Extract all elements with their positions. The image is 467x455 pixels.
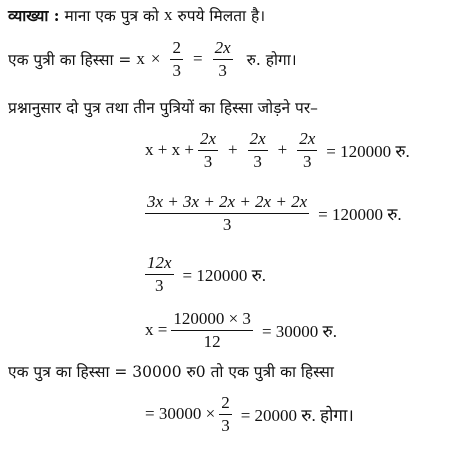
fraction-numerator: 3x + 3x + 2x + 2x + 2x [145, 191, 309, 214]
line8-text: एक पुत्र का हिस्सा = 30000 रु0 तो एक पुत्री का हिस्सा [8, 363, 334, 381]
fraction-two-x-thirds [198, 128, 218, 173]
fraction-denominator: 12 [203, 331, 221, 351]
final-rhs: = 20000 रु. होगा। [240, 405, 354, 425]
line1-text: माना एक पुत्र को [64, 7, 159, 25]
equation-line-2 [145, 186, 402, 240]
fraction-two-x-thirds [213, 37, 233, 82]
plus-sign: + [227, 140, 238, 159]
fraction-numerator: 120000 × 3 [171, 308, 253, 331]
equation-rhs: = 120000 रु. [318, 204, 402, 224]
fraction-numerator: 2x [213, 37, 233, 60]
fraction-denominator: 3 [172, 60, 181, 80]
fraction-denominator: 3 [155, 275, 164, 295]
equation-rhs: = 120000 रु. [182, 265, 267, 285]
daughter-share-line [8, 36, 297, 82]
final-answer-line [145, 386, 354, 442]
fraction-denominator: 3 [218, 60, 227, 80]
line2-variable: x [136, 49, 145, 68]
fraction-denominator: 3 [222, 214, 232, 234]
fraction-denominator: 3 [221, 415, 230, 435]
fraction-denominator: 3 [253, 151, 262, 171]
equation-line-3 [145, 248, 266, 300]
equation-lead: x = [145, 320, 168, 339]
fraction-numerator: 2x [198, 128, 218, 151]
equation-line-4 [145, 304, 337, 356]
line1-text-end: रुपये मिलता है। [177, 7, 266, 25]
explanation-label: व्याख्या : [8, 6, 60, 25]
equation-rhs: = 30000 रु. [261, 321, 337, 341]
fraction-solution [171, 308, 253, 353]
fraction-two-x-thirds [248, 128, 268, 173]
times-sign: × [150, 49, 161, 68]
equation-rhs: = 120000 रु. [326, 141, 410, 161]
fraction-twelve-x-thirds [145, 252, 174, 297]
line2-tail: रु. होगा। [246, 51, 297, 69]
fraction-two-x-thirds [297, 128, 317, 173]
equation-line-1 [145, 124, 410, 176]
son-share-line [8, 360, 334, 382]
final-lead: = 30000 × [145, 404, 216, 423]
fraction-numerator: 2 [219, 392, 232, 415]
line3-text: प्रश्नानुसार दो पुत्र तथा तीन पुत्रियों का हिस्सा जोड़ने पर– [8, 99, 318, 117]
fraction-two-thirds [170, 37, 183, 82]
fraction-denominator: 3 [302, 151, 312, 171]
fraction-denominator: 3 [203, 151, 213, 171]
fraction-numerator: 2 [170, 37, 183, 60]
line2-text: एक पुत्री का हिस्सा = [8, 51, 132, 69]
fraction-numerator: 2x [297, 128, 317, 151]
condition-line [8, 96, 318, 118]
equals-sign: = [192, 49, 203, 68]
explanation-line-1 [8, 4, 265, 26]
line1-variable: x [163, 5, 173, 24]
fraction-numerator: 12x [145, 252, 174, 275]
fraction-two-thirds [219, 392, 232, 437]
fraction-numerator: 2x [248, 128, 268, 151]
plus-sign: + [277, 140, 288, 159]
fraction-sum-over-three [145, 191, 309, 236]
equation-lead: x + x + [145, 140, 194, 159]
